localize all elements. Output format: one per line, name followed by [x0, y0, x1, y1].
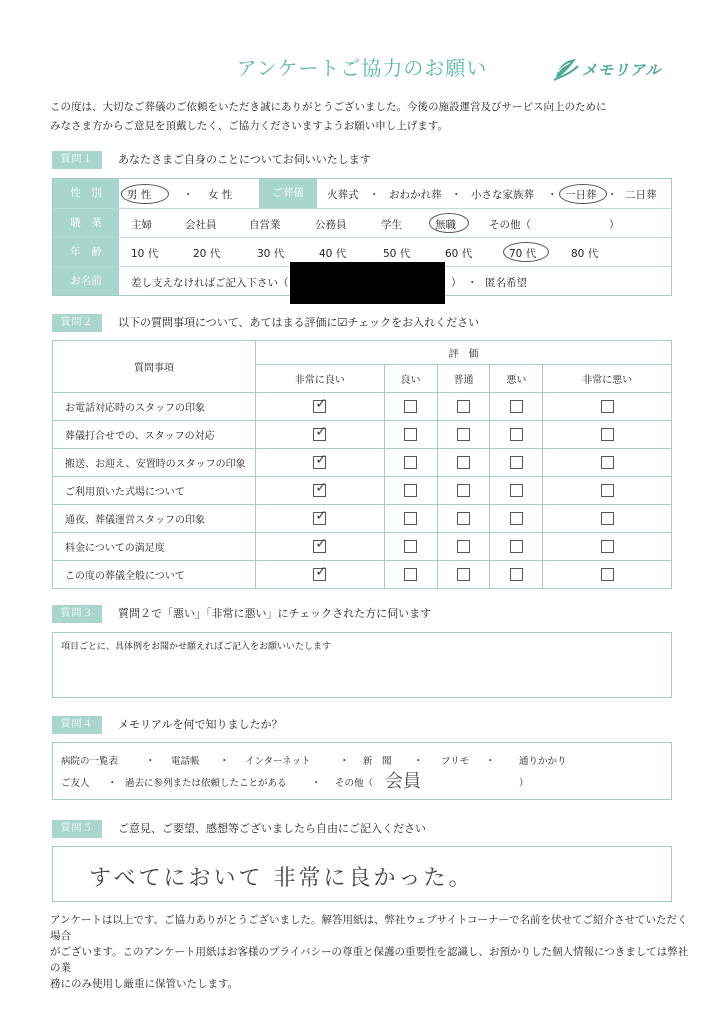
funeral-label: ご葬儀	[259, 179, 317, 208]
evaluation-table	[52, 340, 672, 589]
rating-cell	[256, 421, 385, 449]
checkbox[interactable]	[457, 428, 470, 441]
name-label: お名前	[53, 267, 119, 295]
rating-cell	[543, 393, 672, 421]
divider	[53, 237, 671, 238]
checkbox-checked[interactable]	[313, 564, 328, 581]
checkbox[interactable]	[510, 540, 523, 553]
rating-cell	[384, 477, 437, 505]
rating-cell	[256, 505, 385, 533]
page-title: アンケートご協力のお願い	[236, 56, 488, 80]
age-label: 年 齢	[53, 238, 119, 266]
rating-cell	[490, 561, 543, 589]
rating-cell	[384, 561, 437, 589]
evaluation-rows	[53, 393, 672, 589]
source-option[interactable]: 過去に参列または依頼したことがある	[125, 778, 287, 789]
q4-other-answer: 会員	[385, 771, 421, 792]
age-option[interactable]: 50 代	[383, 248, 411, 260]
age-option[interactable]: 40 代	[319, 248, 347, 260]
separator-dot: ・	[183, 189, 194, 201]
rating-cell	[256, 561, 385, 589]
rating-cell	[256, 393, 385, 421]
q1-badge: 質問１	[52, 151, 102, 169]
rating-cell	[256, 533, 385, 561]
separator-dot: ・	[311, 777, 322, 789]
q3-text: 質問２で「悪い」「非常に悪い」にチェックされた方に伺います	[118, 607, 432, 620]
gender-option-male[interactable]: 男 性	[127, 189, 152, 201]
rating-cell	[490, 533, 543, 561]
question-item: 通夜、葬儀運営スタッフの印象	[53, 505, 256, 533]
rating-cell	[490, 449, 543, 477]
funeral-option[interactable]: おわかれ葬	[389, 189, 442, 201]
rating-cell	[543, 421, 672, 449]
rating-cell	[543, 449, 672, 477]
q5-text: ご意見、ご要望、感想等ございましたら自由にご記入ください	[118, 822, 426, 835]
rating-cell	[437, 393, 490, 421]
checkbox-checked[interactable]	[313, 424, 328, 441]
q4-box	[52, 742, 672, 800]
checkbox-checked[interactable]	[313, 536, 328, 553]
rating-cell	[256, 449, 385, 477]
col-eval-header: 評 価	[256, 341, 672, 365]
rating-cell	[543, 477, 672, 505]
rating-cell	[543, 533, 672, 561]
footer-line: アンケートは以上です、ご協力ありがとうございました。解答用紙は、弊社ウェブサイトコーナーで名前を伏せてご紹介させていただく場合	[50, 914, 688, 942]
separator-dot: ・	[485, 755, 496, 767]
bracket-close: ）	[451, 277, 462, 289]
gender-option-female[interactable]: 女 性	[208, 189, 233, 201]
leaf-logo-icon	[552, 56, 580, 82]
evaluation-row	[53, 561, 672, 589]
job-option[interactable]: 公務員	[315, 219, 347, 231]
q3-header	[52, 605, 672, 623]
separator-dot: ・	[413, 755, 424, 767]
check-mark-icon: ✓	[315, 452, 328, 468]
checkbox[interactable]	[404, 540, 417, 553]
rating-cell	[490, 477, 543, 505]
checkbox[interactable]	[510, 428, 523, 441]
rating-header: 非常に良い	[256, 365, 385, 393]
q1-text: あなたさまご自身のことについてお伺いいたします	[118, 153, 371, 166]
separator-dot: ・	[467, 277, 478, 289]
q5-answer-box[interactable]	[52, 846, 672, 902]
rating-cell	[437, 449, 490, 477]
funeral-option[interactable]: 火葬式	[327, 189, 359, 201]
age-option[interactable]: 30 代	[257, 248, 285, 260]
checkbox[interactable]	[510, 400, 523, 413]
funeral-option[interactable]: 小さな家族葬	[471, 189, 534, 201]
checkbox[interactable]	[404, 484, 417, 497]
rating-header: 良い	[384, 365, 437, 393]
rating-header: 普通	[437, 365, 490, 393]
job-option[interactable]: 学生	[381, 219, 402, 231]
q4-text: メモリアルを何で知りましたか？	[118, 718, 283, 731]
funeral-option[interactable]: 二日葬	[625, 189, 657, 201]
q2-header	[52, 314, 672, 332]
rating-cell	[437, 421, 490, 449]
separator-dot: ・	[219, 755, 230, 767]
checkbox[interactable]	[457, 540, 470, 553]
checkbox[interactable]	[457, 456, 470, 469]
checkbox[interactable]	[404, 400, 417, 413]
separator-dot: ・	[547, 189, 558, 201]
col-item-header: 質問事項	[53, 341, 256, 393]
rating-cell	[384, 421, 437, 449]
checkbox[interactable]	[510, 456, 523, 469]
footer-line: 務にのみ使用し厳重に保管いたします。	[50, 978, 239, 990]
checkbox-checked[interactable]	[313, 508, 328, 525]
q3-hint: 項目ごとに、具体例をお聞かせ願えればご記入をお願いいたします	[61, 642, 332, 652]
rating-cell	[437, 505, 490, 533]
name-prompt: 差し支えなければご記入下さい（	[131, 277, 289, 289]
rating-cell	[256, 477, 385, 505]
checkbox[interactable]	[457, 484, 470, 497]
job-option-selected[interactable]: 無職	[435, 219, 456, 231]
q3-answer-box[interactable]	[52, 632, 672, 698]
age-option-selected[interactable]: 70 代	[509, 248, 537, 260]
checkbox[interactable]	[404, 456, 417, 469]
checkbox[interactable]	[601, 484, 614, 497]
rating-cell	[543, 561, 672, 589]
q2-text: 以下の質問事項について、あてはまる評価に☑チェックをお入れください	[118, 316, 480, 329]
question-item: この度の葬儀全般について	[53, 561, 256, 589]
q2-badge: 質問２	[52, 314, 102, 332]
q5-badge: 質問５	[52, 820, 102, 838]
checkbox[interactable]	[457, 568, 470, 581]
source-option[interactable]: 新 聞	[363, 756, 392, 767]
question-item: 搬送、お迎え、安置時のスタッフの印象	[53, 449, 256, 477]
rating-cell	[384, 533, 437, 561]
rating-cell	[437, 561, 490, 589]
job-label: 職 業	[53, 209, 119, 237]
job-option[interactable]: 自営業	[249, 219, 281, 231]
intro-line: この度は、大切なご葬儀のご依頼をいただき誠にありがとうございました。今後の施設運営及びサービス向上のために	[50, 101, 607, 113]
logo-text: メモリアル	[582, 61, 662, 79]
rating-cell	[490, 393, 543, 421]
q4-badge: 質問４	[52, 716, 102, 734]
checkbox[interactable]	[457, 512, 470, 525]
checkbox[interactable]	[601, 456, 614, 469]
checkbox[interactable]	[404, 428, 417, 441]
source-option[interactable]: 病院の一覧表	[61, 756, 119, 767]
question-item: ご利用頂いた式場について	[53, 477, 256, 505]
checkbox[interactable]	[510, 484, 523, 497]
source-option[interactable]: 電話帳	[171, 756, 200, 767]
checkbox[interactable]	[510, 512, 523, 525]
source-option[interactable]: 通りかかり	[519, 756, 567, 767]
source-option[interactable]: フリモ	[441, 756, 470, 767]
rating-cell	[490, 505, 543, 533]
check-mark-icon: ✓	[315, 536, 328, 552]
rating-header: 非常に悪い	[543, 365, 672, 393]
bracket-close: ）	[519, 778, 529, 789]
checkbox[interactable]	[404, 568, 417, 581]
check-mark-icon: ✓	[315, 508, 328, 524]
job-option[interactable]: 会社員	[185, 219, 217, 231]
rating-cell	[384, 505, 437, 533]
selection-circle	[121, 184, 169, 204]
checkbox-checked[interactable]	[313, 396, 328, 413]
check-mark-icon: ✓	[315, 424, 328, 440]
check-mark-icon: ✓	[315, 396, 328, 412]
age-option[interactable]: 10 代	[131, 248, 159, 260]
memorial-logo	[552, 56, 672, 82]
divider	[53, 208, 671, 209]
rating-cell	[384, 449, 437, 477]
job-option-other[interactable]: その他（	[489, 219, 531, 231]
check-mark-icon: ✓	[315, 564, 328, 580]
q3-badge: 質問３	[52, 605, 102, 623]
separator-dot: ・	[607, 189, 618, 201]
separator-dot: ・	[107, 777, 118, 789]
evaluation-row	[53, 393, 672, 421]
rating-cell	[543, 505, 672, 533]
rating-header: 悪い	[490, 365, 543, 393]
age-option[interactable]: 20 代	[193, 248, 221, 260]
evaluation-row	[53, 477, 672, 505]
source-option-other[interactable]: その他（	[335, 778, 374, 789]
rating-cell	[437, 477, 490, 505]
separator-dot: ・	[339, 755, 350, 767]
age-option[interactable]: 60 代	[445, 248, 473, 260]
rating-cell	[384, 393, 437, 421]
redacted-name	[290, 262, 445, 304]
checkbox-checked[interactable]	[313, 480, 328, 497]
footer-note	[50, 912, 690, 992]
check-mark-icon: ✓	[315, 480, 328, 496]
selection-circle	[429, 213, 469, 233]
evaluation-row	[53, 505, 672, 533]
checkbox[interactable]	[404, 512, 417, 525]
question-item: 料金についての満足度	[53, 533, 256, 561]
checkbox[interactable]	[601, 428, 614, 441]
selection-circle	[559, 184, 607, 204]
q5-answer: すべてにおいて 非常に良かった。	[89, 866, 474, 891]
age-option[interactable]: 80 代	[571, 248, 599, 260]
name-anonymous-option[interactable]: 匿名希望	[485, 277, 527, 289]
q1-header	[52, 151, 672, 169]
checkbox[interactable]	[457, 400, 470, 413]
checkbox-checked[interactable]	[313, 452, 328, 469]
q4-header	[52, 716, 672, 734]
evaluation-row	[53, 449, 672, 477]
checkbox[interactable]	[601, 540, 614, 553]
rating-cell	[437, 533, 490, 561]
selection-circle	[503, 242, 549, 262]
funeral-option-selected[interactable]: 一日葬	[565, 189, 597, 201]
rating-cell	[490, 421, 543, 449]
evaluation-row	[53, 533, 672, 561]
intro-text	[50, 98, 690, 136]
checkbox[interactable]	[510, 568, 523, 581]
source-option[interactable]: ご友人	[61, 778, 90, 789]
intro-line: みなさま方からご意見を頂戴したく、ご協力くださいますようお願い申し上げます。	[50, 120, 448, 132]
evaluation-row	[53, 421, 672, 449]
question-item: お電話対応時のスタッフの印象	[53, 393, 256, 421]
q5-header	[52, 820, 672, 838]
checkbox[interactable]	[601, 512, 614, 525]
source-option[interactable]: インターネット	[245, 756, 311, 767]
separator-dot: ・	[369, 189, 380, 201]
job-option[interactable]: 主婦	[131, 219, 152, 231]
gender-label: 性 別	[53, 179, 119, 208]
separator-dot: ・	[451, 189, 462, 201]
footer-line: がございます。このアンケート用紙はお客様のプライバシーの尊重と保護の重要性を認識し、お預かりした個人情報につきましては弊社の業	[50, 946, 689, 974]
bracket-close: ）	[609, 219, 620, 231]
checkbox[interactable]	[601, 400, 614, 413]
checkbox[interactable]	[601, 568, 614, 581]
question-item: 葬儀打合せでの、スタッフの対応	[53, 421, 256, 449]
separator-dot: ・	[145, 755, 156, 767]
